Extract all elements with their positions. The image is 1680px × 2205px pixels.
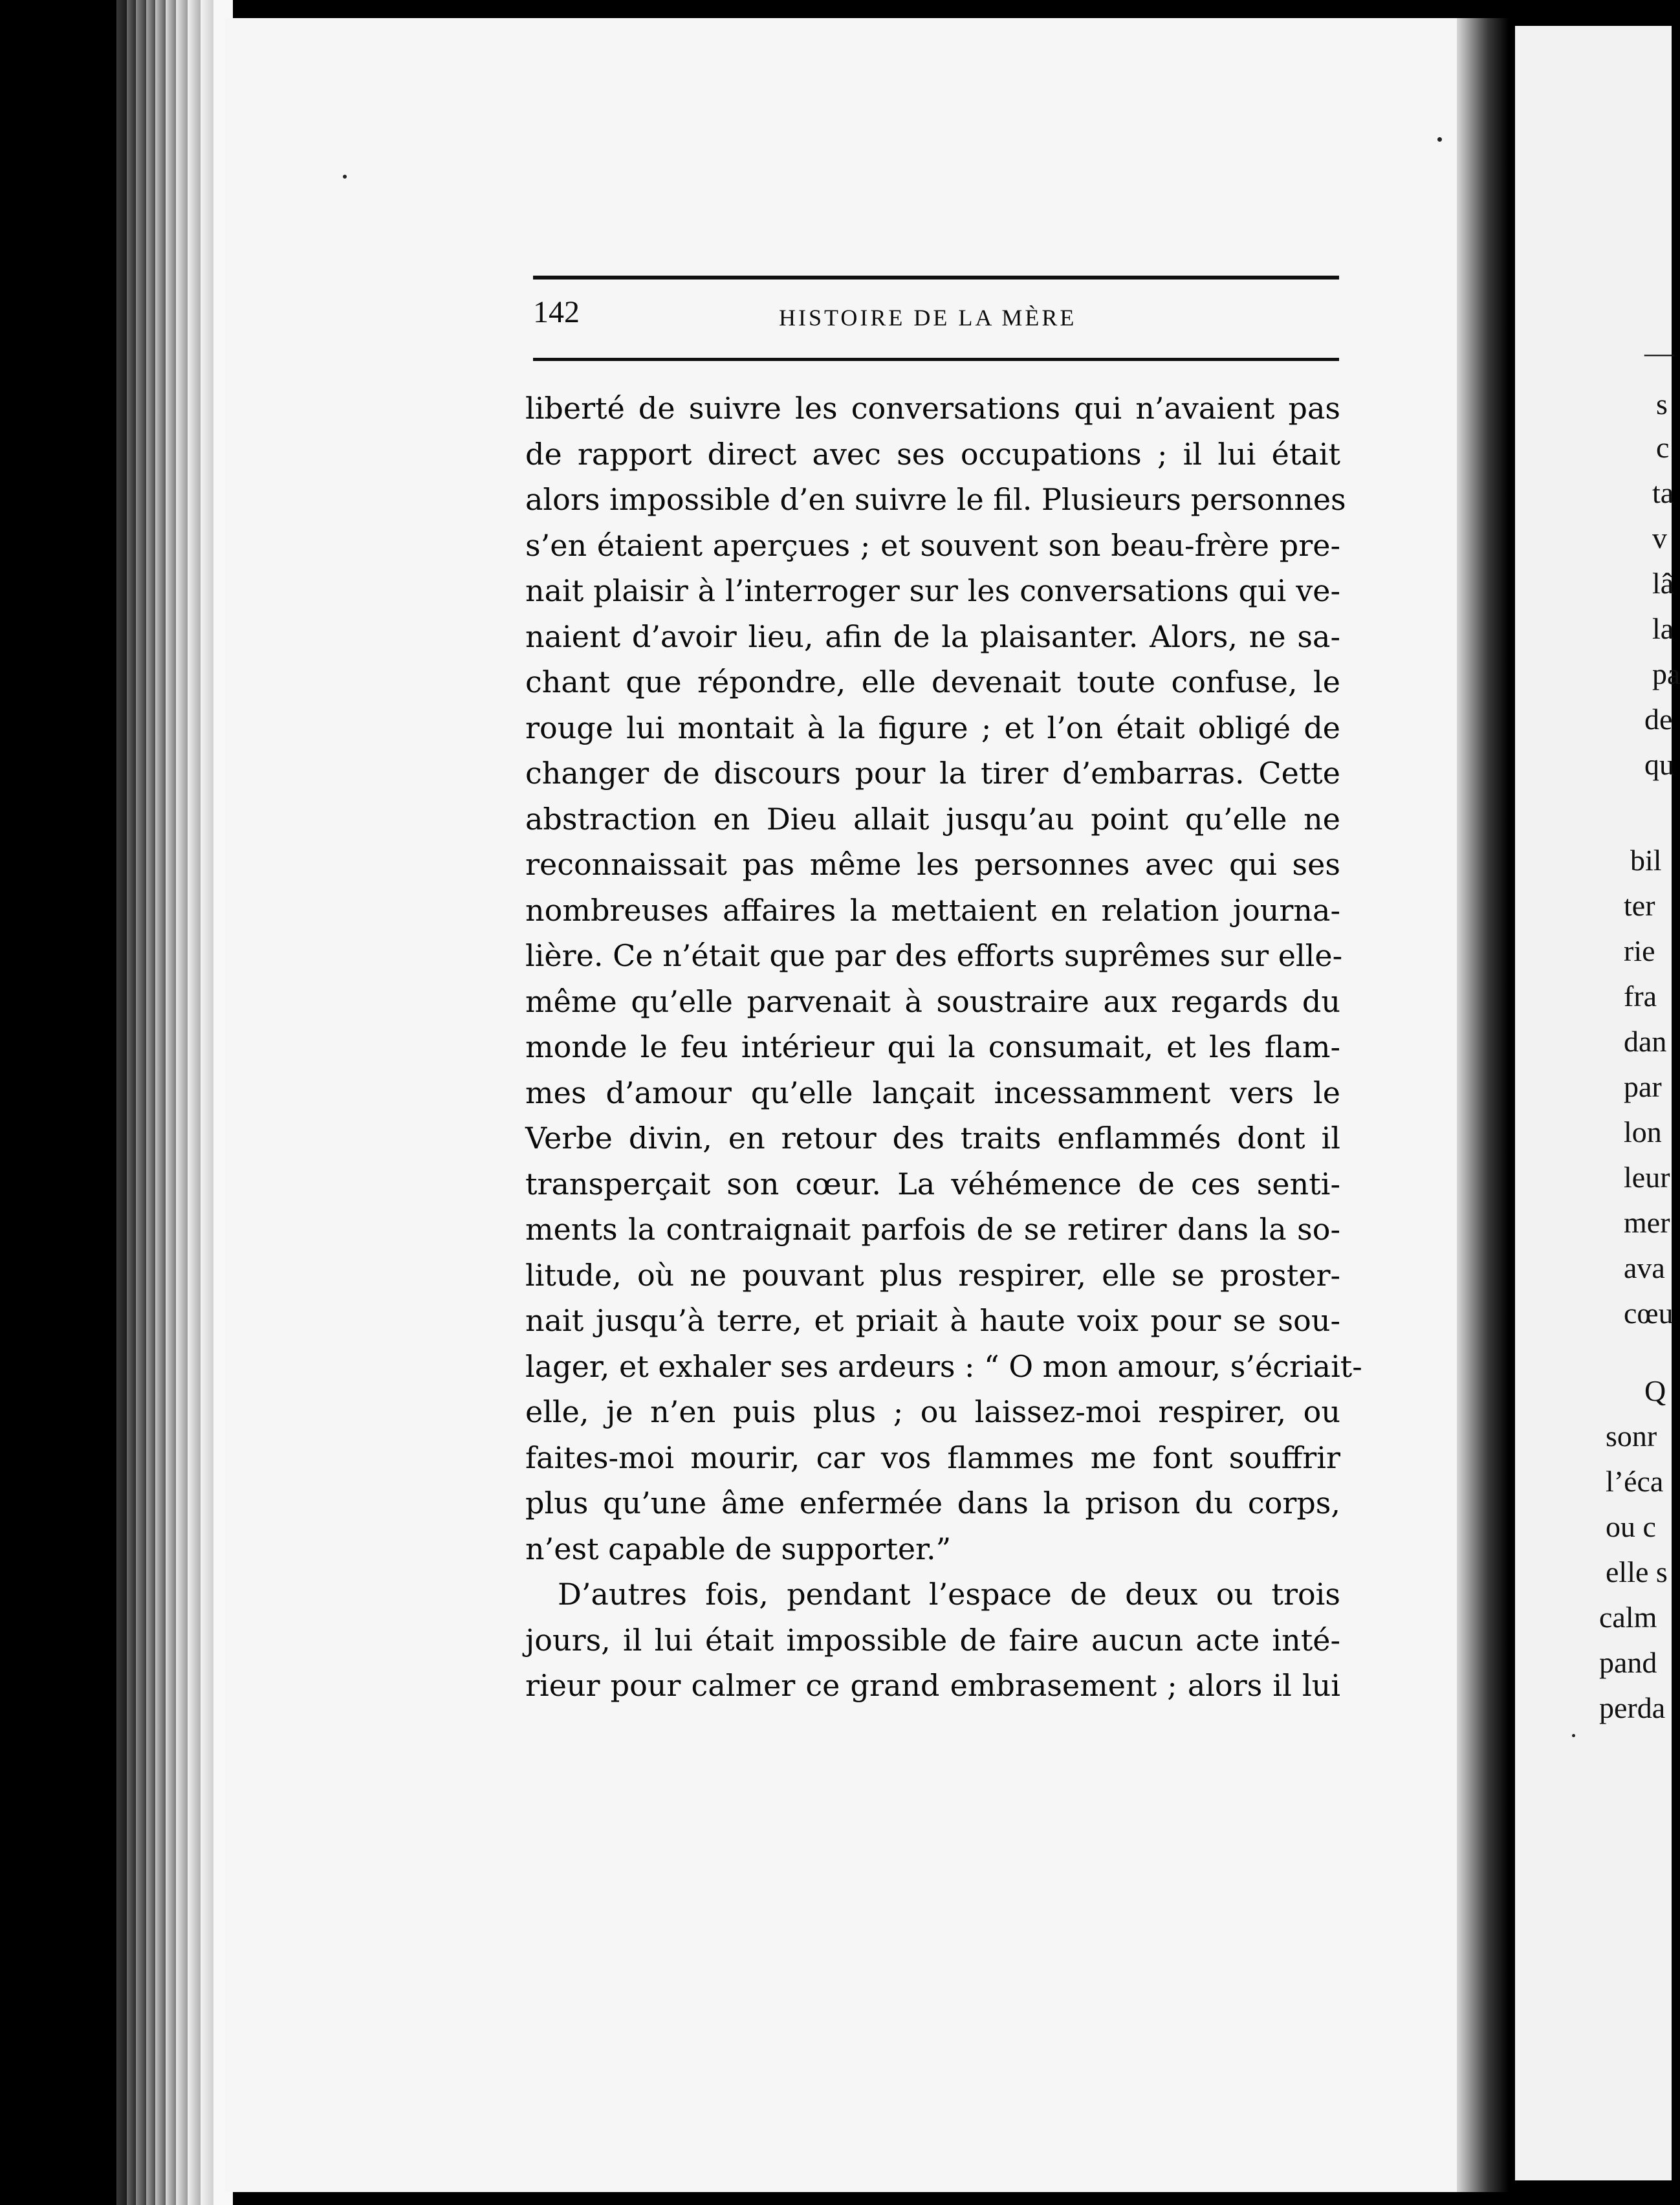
adjacent-page-fragment: lâ (1652, 567, 1674, 600)
text-line: nait jusqu’à terre, et priait à haute voix pour se sou- (525, 1303, 1340, 1338)
text-line: lager, et exhaler ses ardeurs : “ O mon amour, s’écriait- (525, 1348, 1362, 1384)
text-line: reconnaissait pas même les personnes avec qui ses (525, 847, 1340, 882)
adjacent-page-fragment: lon (1624, 1115, 1662, 1148)
text-line: liberté de suivre les conversations qui n’avaient pas (525, 391, 1340, 426)
text-line: jours, il lui était impossible de faire aucun acte inté- (525, 1622, 1340, 1658)
text-line: changer de discours pour la tirer d’embarras. Cette (525, 756, 1340, 791)
text-line: transperçait son cœur. La véhémence de ces senti- (525, 1166, 1340, 1201)
adjacent-page-fragment: perda (1599, 1691, 1666, 1724)
adjacent-page-fragment: elle s (1606, 1555, 1668, 1588)
adjacent-page-fragment: fra (1624, 980, 1657, 1013)
text-line: plus qu’une âme enfermée dans la prison du corps, (525, 1486, 1340, 1520)
text-line: s’en étaient aperçues ; et souvent son beau-frère pre- (525, 527, 1340, 563)
text-line: chant que répondre, elle devenait toute confuse, le (525, 664, 1340, 699)
adjacent-page-fragment: dan (1624, 1025, 1667, 1058)
text-line: faites-moi mourir, car vos flammes me font souffrir (525, 1440, 1340, 1475)
text-line: nait plaisir à l’interroger sur les conversations qui ve- (525, 573, 1340, 608)
adjacent-page-fragment: rie (1624, 934, 1655, 967)
adjacent-page-fragment: par (1624, 1070, 1662, 1103)
adjacent-page-fragment: cœu (1624, 1297, 1674, 1330)
text-line: abstraction en Dieu allait jusqu’au point qu’elle ne (525, 801, 1340, 837)
page-number: 142 (533, 295, 580, 329)
adjacent-page-fragment: sonr (1606, 1420, 1657, 1453)
page-gutter-shadow (1457, 18, 1509, 2192)
text-line: mes d’amour qu’elle lançait incessamment vers le (525, 1075, 1340, 1110)
header-rule-top (533, 276, 1339, 280)
adjacent-page-fragment: l’éca (1606, 1465, 1664, 1498)
adjacent-page-fragment: qu (1644, 748, 1674, 781)
text-line: monde le feu intérieur qui la consumait, et les flam- (525, 1029, 1340, 1064)
text-line: même qu’elle parvenait à soustraire aux regards du (525, 983, 1340, 1019)
adjacent-page-fragment: mer (1624, 1206, 1670, 1239)
text-line: naient d’avoir lieu, afin de la plaisanter. Alors, ne sa- (525, 619, 1340, 654)
adjacent-page-fragment: v (1652, 521, 1667, 554)
adjacent-page-fragment: c (1656, 431, 1670, 464)
adjacent-page-fragment: pand (1599, 1646, 1657, 1679)
text-line: Verbe divin, en retour des traits enflammés dont il (525, 1121, 1340, 1156)
text-line: n’est capable de supporter.” (525, 1531, 952, 1566)
adjacent-page-fragment: ter (1624, 889, 1655, 922)
adjacent-page-fragment: calm (1599, 1601, 1657, 1634)
scan-speck (1572, 1734, 1575, 1737)
text-line: litude, où ne pouvant plus respirer, elle se proster- (525, 1257, 1340, 1293)
text-line: rouge lui montait à la figure ; et l’on était obligé de (525, 710, 1340, 745)
adjacent-page-fragment: — (1644, 336, 1674, 369)
text-line: ments la contraignait parfois de se retirer dans la so- (525, 1212, 1340, 1247)
text-line: elle, je n’en puis plus ; ou laissez-moi respirer, ou (525, 1394, 1340, 1429)
adjacent-page (1515, 26, 1680, 2180)
adjacent-page-fragment: pa (1652, 657, 1680, 690)
adjacent-page-fragment: bil (1630, 844, 1662, 877)
adjacent-page-fragment: de (1644, 703, 1673, 736)
adjacent-page-fragment: la (1652, 612, 1674, 645)
paragraph-start-line: D’autres fois, pendant l’espace de deux ou trois (558, 1577, 1340, 1612)
book-binding-edge (0, 0, 233, 2205)
scan-speck (1437, 137, 1442, 142)
page-body-text (525, 386, 1362, 1709)
text-line: alors impossible d’en suivre le fil. Plusieurs personnes (525, 482, 1346, 517)
text-line: de rapport direct avec ses occupations ; il lui était (525, 436, 1340, 472)
adjacent-page-fragment: ta (1652, 476, 1674, 509)
running-title: HISTOIRE DE LA MÈRE (779, 305, 1077, 331)
text-line: nombreuses affaires la mettaient en relation journa- (525, 892, 1340, 928)
adjacent-page-fragment: ou c (1606, 1510, 1656, 1543)
adjacent-page-fragment: Q (1644, 1374, 1666, 1407)
adjacent-page-fragment: ava (1624, 1251, 1665, 1284)
adjacent-page-fragment: s (1656, 388, 1668, 421)
adjacent-page-fragment: leur (1624, 1161, 1670, 1194)
text-line: rieur pour calmer ce grand embrasement ; alors il lui (525, 1668, 1340, 1703)
scan-speck (343, 175, 347, 179)
header-rule-bottom (533, 358, 1339, 361)
text-line: lière. Ce n’était que par des efforts suprêmes sur elle- (525, 938, 1343, 973)
